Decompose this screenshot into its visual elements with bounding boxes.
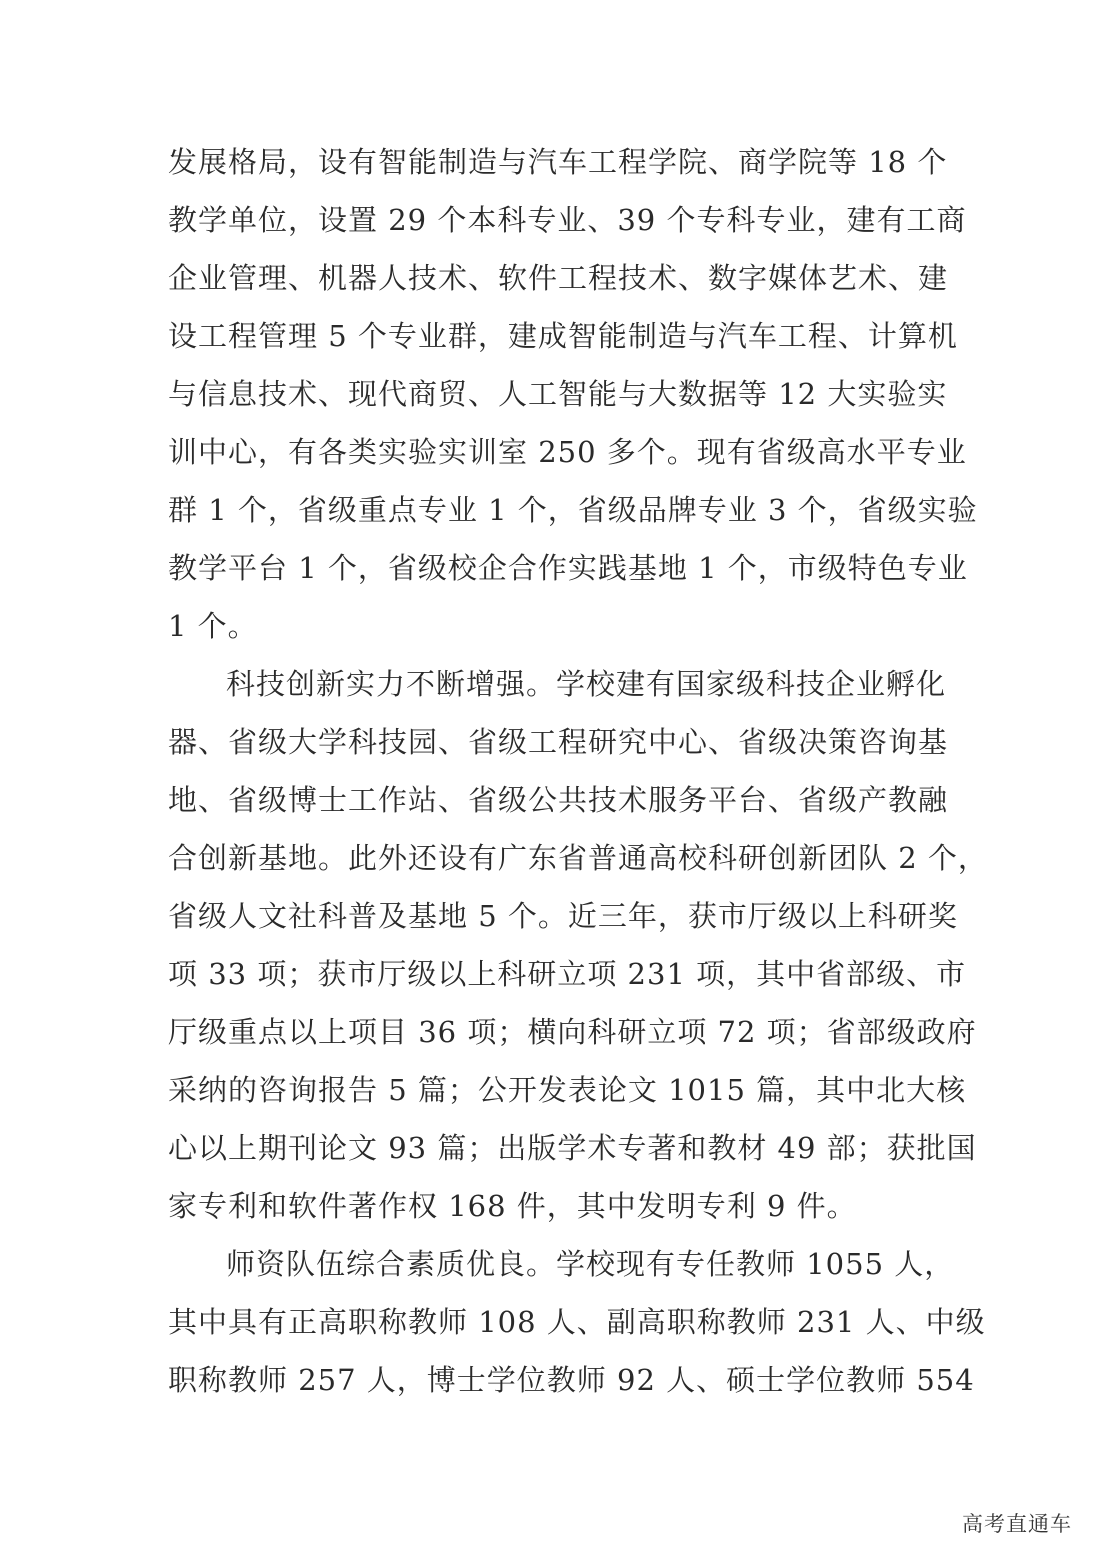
text-line: 器、省级大学科技园、省级工程研究中心、省级决策咨询基: [168, 725, 949, 759]
text-line: 省级人文社科普及基地 5 个。近三年，获市厅级以上科研奖: [168, 899, 958, 933]
text-line: 与信息技术、现代商贸、人工智能与大数据等 12 大实验实: [168, 377, 948, 411]
text-line: 采纳的咨询报告 5 篇；公开发表论文 1015 篇，其中北大核: [168, 1073, 967, 1107]
text-line: 合创新基地。此外还设有广东省普通高校科研创新团队 2 个，: [168, 841, 988, 875]
text-line: 训中心，有各类实验实训室 250 多个。现有省级高水平专业: [168, 435, 967, 469]
text-line: 设工程管理 5 个专业群，建成智能制造与汽车工程、计算机: [168, 319, 958, 353]
text-line: 教学单位，设置 29 个本科专业、39 个专科专业，建有工商: [168, 203, 967, 237]
text-line: 教学平台 1 个，省级校企合作实践基地 1 个，市级特色专业: [168, 551, 968, 585]
text-line: 家专利和软件著作权 168 件，其中发明专利 9 件。: [168, 1189, 857, 1223]
text-line: 项 33 项；获市厅级以上科研立项 231 项，其中省部级、市: [168, 957, 967, 991]
paragraph-first-line: 科技创新实力不断增强。学校建有国家级科技企业孵化: [226, 667, 947, 701]
text-line: 心以上期刊论文 93 篇；出版学术专著和教材 49 部；获批国: [168, 1131, 977, 1165]
text-line: 发展格局，设有智能制造与汽车工程学院、商学院等 18 个: [168, 145, 948, 179]
text-line: 厅级重点以上项目 36 项；横向科研立项 72 项；省部级政府: [168, 1015, 977, 1049]
text-line: 职称教师 257 人，博士学位教师 92 人、硕士学位教师 554: [168, 1363, 975, 1397]
text-line: 地、省级博士工作站、省级公共技术服务平台、省级产教融: [168, 783, 949, 817]
watermark-text: 高考直通车: [962, 1512, 1072, 1536]
text-line: 企业管理、机器人技术、软件工程技术、数字媒体艺术、建: [168, 261, 949, 295]
text-line: 1 个。: [168, 609, 258, 643]
paragraph-first-line: 师资队伍综合素质优良。学校现有专任教师 1055 人，: [226, 1247, 955, 1281]
text-line: 群 1 个，省级重点专业 1 个，省级品牌专业 3 个，省级实验: [168, 493, 978, 527]
text-line: 其中具有正高职称教师 108 人、副高职称教师 231 人、中级: [168, 1305, 986, 1339]
